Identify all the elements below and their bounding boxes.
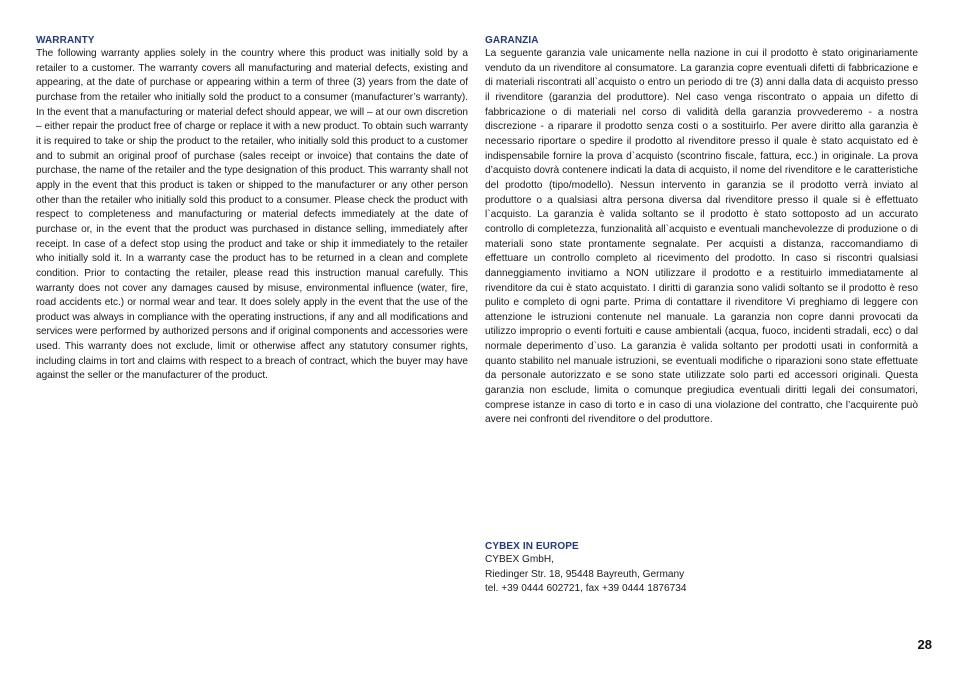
garanzia-heading: GARANZIA	[485, 35, 539, 46]
warranty-section-en	[36, 34, 468, 384]
company-phone-fax: tel. +39 0444 602721, fax +39 0444 1876734	[485, 583, 687, 595]
garanzia-body: La seguente garanzia vale unicamente nella nazione in cui il prodotto è stato originariamente venduto da un rivenditore al consumatore. La garanzia copre eventuali difetti di fabbricazione e di materiali riscontrati all`acquisto o entro un periodo di tre (3) anni dalla data di acquisto presso il rivenditore (garanzia del produttore). Nel caso venga riscontrato o appaia un difetto di fabbricazione o di materiali nel corso di validità della garanzia provvederemo - a nostra discrezione - a riparare il prodotto senza costi o a sostituirlo. Per avere diritto alla garanzia è necessario riportare o spedire il prodotto al rivenditore presso il quale è stato acquistato ed è indispensabile fornire la prova d`acquisto (scontrino fiscale, fattura, ecc.) in originale. La prova d’acquisto dovrà contenere indicati la data di acquisto, il nome del rivenditore e le caratteristiche del prodotto (tipo/modello). Nessun intervento in garanzia se il prodotto verrà inviato al produttore o a qualsiasi altra persona diversa dal rivenditore presso il quale si è effettuato l`acquisto. La garanzia è valida soltanto se il prodotto è stato sottoposto ad un accurato controllo di completezza, funzionalità all`acquisto e eventuali manchevolezze di produzione o di materiali sono state prontamente segnalate. Per acquisti a distanza, raccomandiamo di effettuare un controllo completo al ricevimento del prodotto. In caso si riscontri qualsiasi danneggiamento invitiamo a NON utilizzare il prodotto e a restituirlo immediatamente al rivenditore da cui è stato acquistato. I diritti di garanzia sono validi soltanto se il prodotto è reso pulito e completo di ogni parte. Prima di contattare il rivenditore Vi preghiamo di leggere con attenzione le istruzioni contenute nel manuale. La garanzia non copre danni provocati da utilizzo improprio o eventi fortuiti e cause ambientali (acqua, fuoco, incidenti stradali, ecc) o dal normale deperimento d`uso. La garanzia è valida soltanto per prodotti usati in conformità a quanto stabilito nel manuale istruzioni, se eventuali modifiche o riparazioni sono state effettuate da personale autorizzato e se sono state utilizzate solo parti ed accessori originali. Questa garanzia non esclude, limita o comunque pregiudica eventuali diritti legali dei consumatori, comprese istanze in caso di torto e in caso di una violazione del contratto, che l’acquirente può avere nei confronti del rivenditore o del produttore.	[485, 48, 918, 426]
warranty-heading: WARRANTY	[36, 35, 95, 46]
warranty-section-it	[485, 34, 918, 428]
company-contact-block	[485, 540, 785, 597]
company-name: CYBEX GmbH,	[485, 554, 554, 565]
company-heading: CYBEX IN EUROPE	[485, 541, 579, 552]
warranty-body: The following warranty applies solely in the country where this product was initially sold by a retailer to a customer. The warranty covers all manufacturing and material defects, existing and appearing, at the date of purchase or appearing within a term of three (3) years from the date of purchase from the retailer who initially sold the product to a consumer (manufacturer’s warranty). In the event that a manufacturing or material defect should appear, we will – at our own discretion – either repair the product free of charge or replace it with a new product. To obtain such warranty it is required to take or ship the product to the retailer, who initially sold this product to a customer and to submit an original proof of purchase (sales receipt or invoice) that contains the date of purchase, the name of the retailer and the type designation of this product. This warranty shall not apply in the event that this product is taken or shipped to the manufacturer or any other person other than the retailer who initially sold this product to a consumer. Please check the product with respect to completeness and manufacturing or material defects immediately at the date of purchase or, in the event that the product was purchased in distance selling, immediately after receipt. In case of a defect stop using the product and take or ship it immediately to the retailer who initially sold it. In a warranty case the product has to be returned in a clean and complete condition. Prior to contacting the retailer, please read this instruction manual carefully. This warranty does not cover any damages caused by misuse, environmental influence (water, fire, road accidents etc.) or normal wear and tear. It does solely apply in the event that the use of the product was always in compliance with the operating instructions, if any and all modifications and services were performed by authorized persons and if original components and accessories were used. This warranty does not exclude, limit or otherwise affect any statutory consumer rights, including claims in tort and claims with respect to a breach of contract, which the buyer may have against the seller or the manufacturer of the product.	[36, 48, 468, 382]
page-number: 28	[917, 637, 932, 652]
company-address: Riedinger Str. 18, 95448 Bayreuth, Germany	[485, 568, 685, 580]
